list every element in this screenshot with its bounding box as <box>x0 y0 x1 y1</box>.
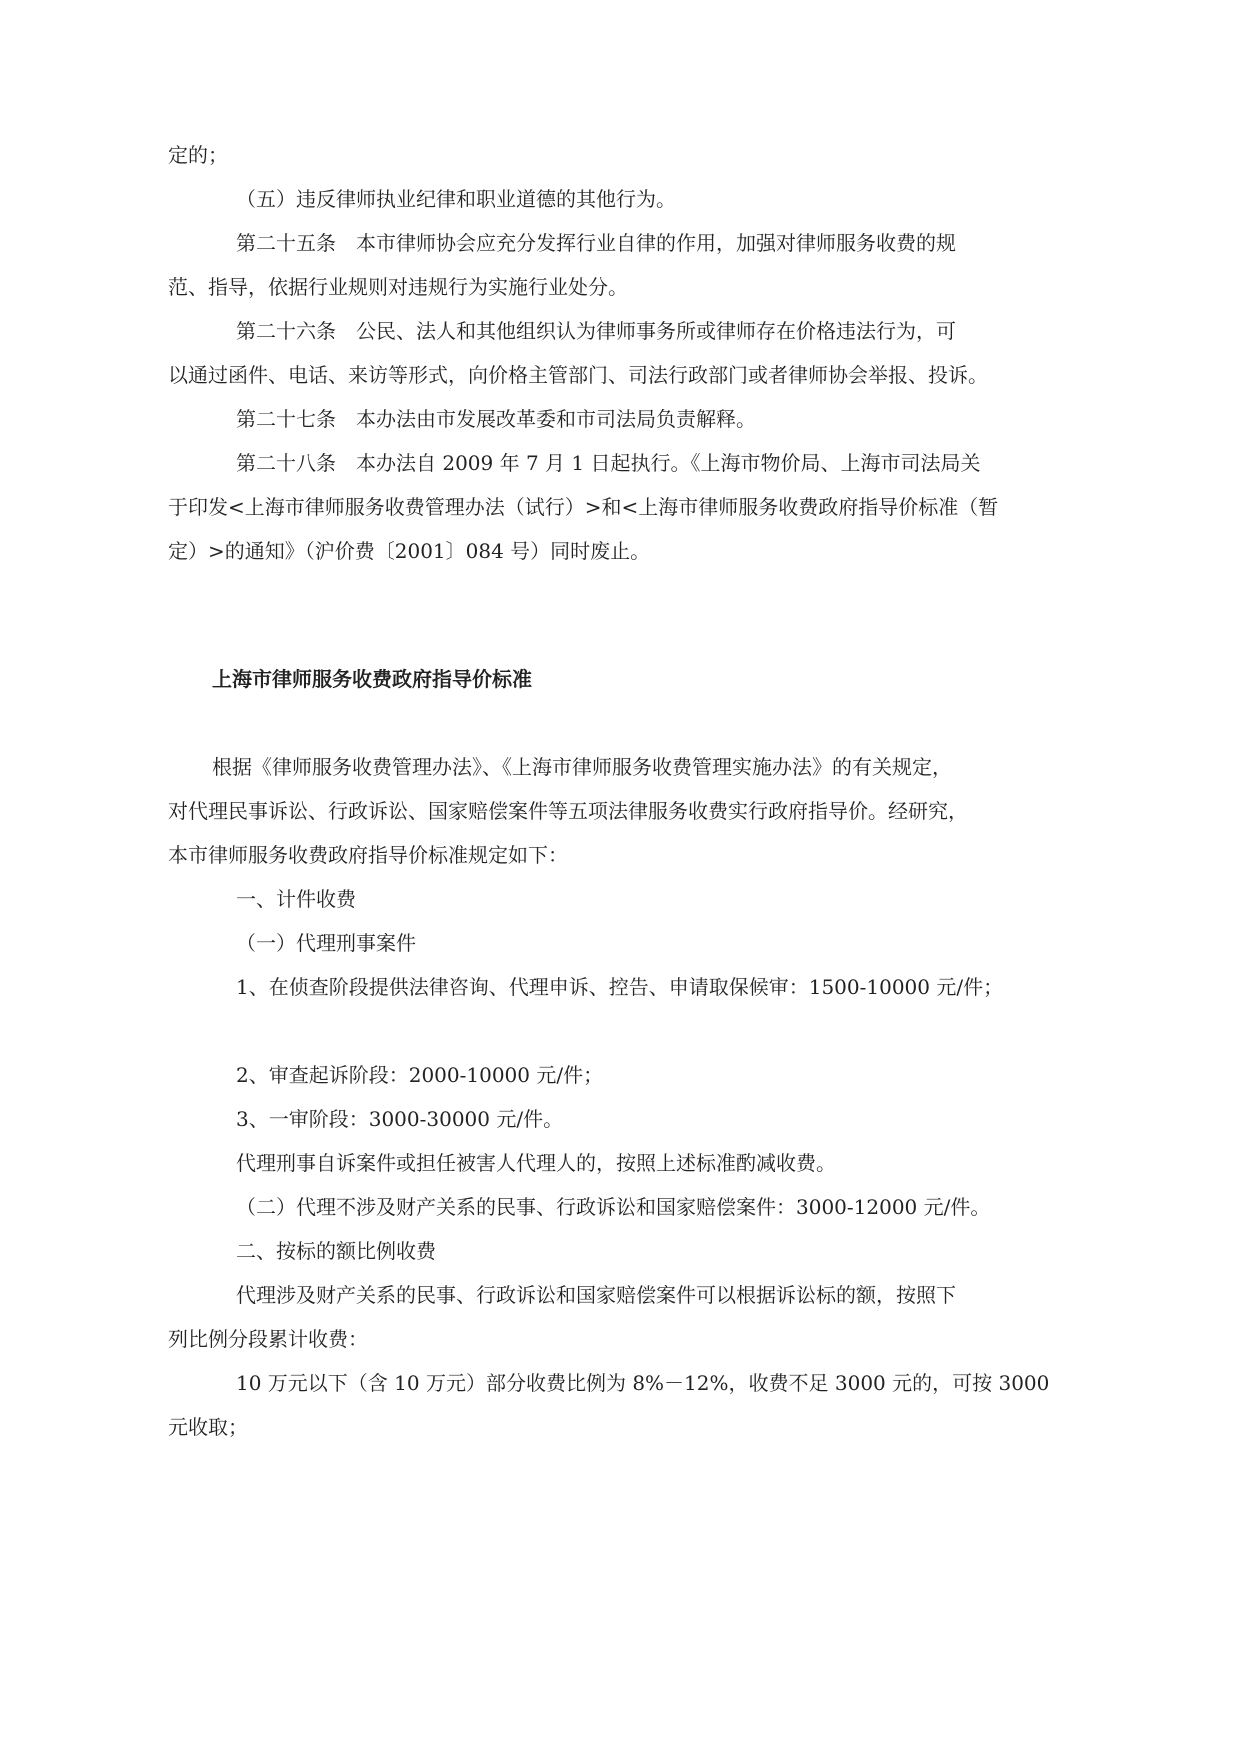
paragraph-line: 代理涉及财产关系的民事、行政诉讼和国家赔偿案件可以根据诉讼标的额，按照下 <box>236 1283 956 1307</box>
paragraph-line: 对代理民事诉讼、行政诉讼、国家赔偿案件等五项法律服务收费实行政府指导价。经研究， <box>168 799 968 823</box>
section-heading: 一、计件收费 <box>236 887 356 911</box>
subsection-heading: （一）代理刑事案件 <box>236 931 416 955</box>
section-heading: 二、按标的额比例收费 <box>236 1239 436 1263</box>
paragraph-line: 元收取； <box>168 1415 248 1439</box>
paragraph-line: 列比例分段累计收费： <box>168 1327 368 1351</box>
paragraph-line: 代理刑事自诉案件或担任被害人代理人的，按照上述标准酌减收费。 <box>236 1151 836 1175</box>
paragraph-line: 以通过函件、电话、来访等形式，向价格主管部门、司法行政部门或者律师协会举报、投诉。 <box>168 363 988 387</box>
paragraph-line: 第二十八条 本办法自 2009 年 7 月 1 日起执行。《上海市物价局、上海市司法局关 <box>236 451 981 475</box>
document-title: 上海市律师服务收费政府指导价标准 <box>212 667 532 691</box>
paragraph-line: 范、指导，依据行业规则对违规行为实施行业处分。 <box>168 275 628 299</box>
paragraph-line: 10 万元以下（含 10 万元）部分收费比例为 8%－12%，收费不足 3000 元的，可按 3000 <box>236 1371 1050 1395</box>
paragraph-line: 1、在侦查阶段提供法律咨询、代理申诉、控告、申请取保候审：1500-10000 元/件； <box>236 975 1004 999</box>
paragraph-line: 定的； <box>168 143 228 167</box>
paragraph-line: （五）违反律师执业纪律和职业道德的其他行为。 <box>236 187 676 211</box>
paragraph-line: 第二十五条 本市律师协会应充分发挥行业自律的作用，加强对律师服务收费的规 <box>236 231 956 255</box>
paragraph-line: 第二十六条 公民、法人和其他组织认为律师事务所或律师存在价格违法行为，可 <box>236 319 956 343</box>
paragraph-line: 3、一审阶段：3000-30000 元/件。 <box>236 1107 564 1131</box>
paragraph-line: 根据《律师服务收费管理办法》、《上海市律师服务收费管理实施办法》的有关规定， <box>212 755 952 779</box>
paragraph-line: 于印发<上海市律师服务收费管理办法（试行）>和<上海市律师服务收费政府指导价标准（暂 <box>168 495 999 519</box>
paragraph-line: 2、审查起诉阶段：2000-10000 元/件； <box>236 1063 604 1087</box>
paragraph-line: 第二十七条 本办法由市发展改革委和市司法局负责解释。 <box>236 407 756 431</box>
paragraph-line: 本市律师服务收费政府指导价标准规定如下： <box>168 843 568 867</box>
paragraph-line: （二）代理不涉及财产关系的民事、行政诉讼和国家赔偿案件：3000-12000 元/件。 <box>236 1195 991 1219</box>
paragraph-line: 定）>的通知》（沪价费〔2001〕084 号）同时废止。 <box>168 539 651 563</box>
